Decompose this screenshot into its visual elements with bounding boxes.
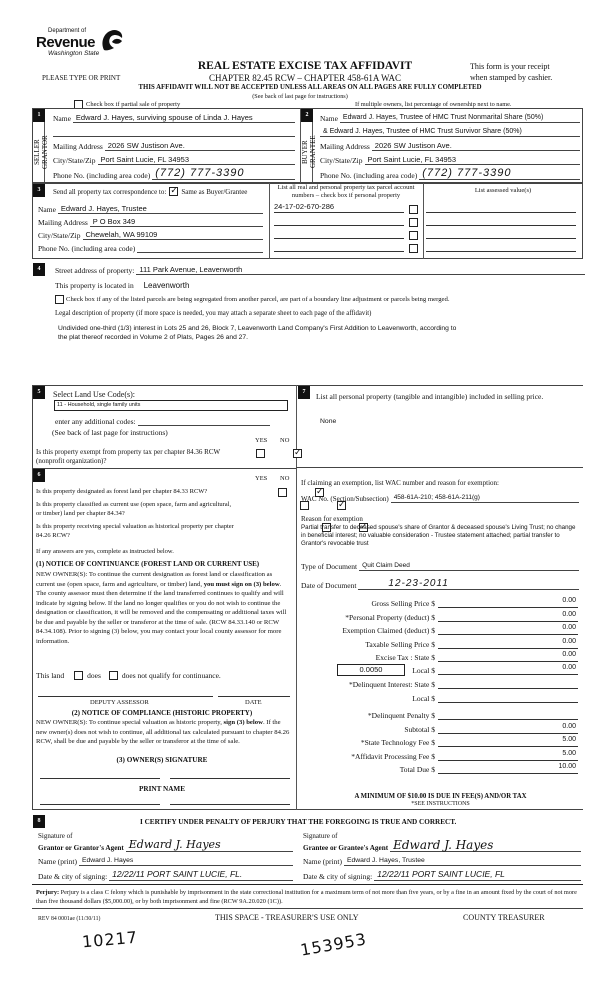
wac-field[interactable]: 458-61A-210; 458-61A-211(g) bbox=[391, 492, 579, 503]
taxable-selling-price-field[interactable]: 0.00 bbox=[438, 638, 578, 649]
gross-selling-price-field[interactable]: 0.00 bbox=[438, 597, 578, 608]
buyer-phone-row: Phone No. (including area code) (772) 777-3390 bbox=[320, 166, 580, 180]
print-name-line-1[interactable] bbox=[40, 804, 160, 805]
grantor-date-row: Date & city of signing: 12/22/11 PORT SAINT LUCIE, FL. bbox=[38, 868, 293, 881]
excise-local-field[interactable]: 0.00 bbox=[438, 664, 578, 675]
exempt-yes-checkbox[interactable] bbox=[256, 449, 265, 458]
land-use-code-select[interactable]: 11 - Household, single family units bbox=[54, 400, 288, 411]
owner-signature-title: (3) OWNER(S) SIGNATURE bbox=[116, 756, 208, 764]
tax-line-excise-local: Local $ 0.00 bbox=[412, 664, 576, 675]
seller-name-field[interactable]: Edward J. Hayes, surviving spouse of Linda J. Hayes bbox=[73, 112, 295, 123]
see-back-note: (See back of last page for instructions) bbox=[252, 93, 348, 100]
grantee-name-row: Name (print) Edward J. Hayes, Trustee bbox=[303, 855, 581, 866]
grantor-name-row: Name (print) Edward J. Hayes bbox=[38, 855, 293, 866]
exemption-claim-label: If claiming an exemption, list WAC number and reason for exemption: bbox=[301, 479, 499, 487]
reason-field[interactable]: Partial transfer to deceased spouse's share of Grantor & deceased spouse's Living Trust; no change in beneficial interest; no valuable consideration - Trustee statement attached; partial transfer to Grantor's revocable trust bbox=[301, 524, 576, 547]
same-as-buyer-checkbox[interactable] bbox=[169, 187, 178, 196]
segregated-option[interactable]: Check box if any of the listed parcels are being segregated from another parcel, are part of a boundary line adjustment or parcels being merged. bbox=[55, 295, 450, 304]
parcel-number-field[interactable] bbox=[274, 241, 404, 252]
print-name-title: PRINT NAME bbox=[139, 785, 185, 793]
handwritten-number-2: 153953 bbox=[298, 929, 369, 960]
grantor-sig-label-1: Signature of bbox=[38, 832, 73, 840]
grantee-name-field[interactable]: Edward J. Hayes, Trustee bbox=[344, 855, 581, 866]
parcels-header: List all real and personal property tax parcel account numbers – check box if personal property bbox=[277, 184, 415, 199]
grantor-date-field[interactable]: 12/22/11 PORT SAINT LUCIE, FL. bbox=[109, 868, 293, 881]
tax-line-gross: Gross Selling Price $ 0.00 bbox=[371, 597, 576, 608]
assessed-header: List assessed value(s) bbox=[474, 187, 532, 194]
delinquent-penalty-field[interactable] bbox=[438, 709, 578, 720]
assessor-date-line[interactable] bbox=[218, 696, 290, 697]
section-5-badge: 5 bbox=[33, 386, 45, 399]
personal-property-checkbox[interactable] bbox=[409, 205, 418, 214]
section-7-badge: 7 bbox=[298, 386, 310, 399]
tax-line-taxable: Taxable Selling Price $ 0.00 bbox=[365, 638, 576, 649]
corr-city-row: City/State/Zip Chewelah, WA 99109 bbox=[38, 229, 263, 240]
land-use-see-back: (See back of last page for instructions) bbox=[52, 428, 168, 437]
local-rate-field[interactable]: 0.0050 bbox=[337, 664, 405, 676]
corr-name-field[interactable]: Edward J. Hayes, Trustee bbox=[58, 203, 263, 214]
handwritten-number-1: 10217 bbox=[81, 927, 139, 952]
assessed-value-field[interactable] bbox=[426, 202, 576, 213]
if-yes-note: If any answers are yes, complete as instructed below. bbox=[36, 548, 174, 555]
grantee-date-field[interactable]: 12/22/11 PORT SAINT LUCIE, FL bbox=[374, 868, 581, 881]
form-title: REAL ESTATE EXCISE TAX AFFIDAVIT bbox=[197, 60, 413, 72]
notice-1-text: NEW OWNER(S): To continue the current designation as forest land or classification as current use (open space, farm and agriculture, or timber) land, you must sign on (3) below. The county assessor must then determine if the land transferred continues to qualify and will indicate by signing below. If the land no longer qualifies or you do not wish to continue the designation or classification, it will be removed and the compensating or additional taxes will be due and payable by the seller or transferor at the time of sale. (RCW 84.33.140 or RCW 84.34.108). Prior to signing (3) below, you may contact your local county assessor for more information. bbox=[36, 571, 287, 645]
corr-phone-row: Phone No. (including area code) bbox=[38, 242, 263, 253]
date-label: DATE bbox=[245, 699, 262, 706]
grantor-name-field[interactable]: Edward J. Hayes bbox=[79, 855, 293, 866]
excise-state-field[interactable]: 0.00 bbox=[438, 651, 578, 662]
receipt-note-1: This form is your receipt bbox=[470, 62, 550, 71]
does-not-qualify-checkbox[interactable] bbox=[109, 671, 118, 680]
yes-header: YES bbox=[255, 437, 268, 444]
buyer-mailing-field[interactable]: 2026 SW Justison Ave. bbox=[372, 140, 580, 151]
grantee-sig-label-1: Signature of bbox=[303, 832, 338, 840]
legal-description-line2[interactable]: the plat thereof recorded in Volume 2 of Plats, Pages 26 and 27. bbox=[58, 334, 248, 341]
affidavit-processing-fee-field[interactable]: 5.00 bbox=[438, 750, 578, 761]
parcel-number-field[interactable] bbox=[274, 215, 404, 226]
no-header: NO bbox=[280, 437, 290, 444]
divider bbox=[296, 467, 583, 468]
tax-line-total: Total Due $ 10.00 bbox=[399, 763, 576, 774]
personal-property-field[interactable]: None bbox=[320, 418, 337, 425]
parcel-row bbox=[274, 215, 580, 227]
state-technology-fee-field[interactable]: 5.00 bbox=[438, 736, 578, 747]
agency-line1: Department of bbox=[48, 28, 87, 34]
parcel-number-field[interactable] bbox=[274, 228, 404, 239]
send-correspondence-row: Send all property tax correspondence to: ✓ Same as Buyer/Grantee bbox=[53, 187, 247, 196]
buyer-mailing-row: Mailing Address 2026 SW Justison Ave. bbox=[320, 140, 580, 151]
corr-phone-field[interactable] bbox=[137, 242, 263, 253]
print-name-line-2[interactable] bbox=[170, 804, 290, 805]
forest-question-3: Is this property receiving special valuation as historical property per chapter 84.26 RCW? bbox=[36, 523, 234, 539]
personal-property-label: List all personal property (tangible and intangible) included in selling price. bbox=[316, 392, 544, 401]
parcel-row bbox=[274, 202, 580, 214]
receipt-note-2: when stamped by cashier. bbox=[470, 73, 553, 82]
assessed-value-field[interactable] bbox=[426, 215, 576, 226]
buyer-name-field-2[interactable]: & Edward J. Hayes, Trustee of HMC Trust Survivor Share (50%) bbox=[320, 126, 580, 137]
exempt-no-checkbox[interactable] bbox=[293, 449, 302, 458]
q1-yes-checkbox[interactable] bbox=[278, 488, 287, 497]
wac-row: WAC No. (Section/Subsection) 458-61A-210; 458-61A-211(g) bbox=[301, 492, 579, 503]
corr-mailing-row: Mailing Address P O Box 349 bbox=[38, 216, 263, 227]
no-header: NO bbox=[280, 475, 290, 482]
buyer-phone-field[interactable]: (772) 777-3390 bbox=[419, 166, 580, 180]
treasurer-use-label: THIS SPACE - TREASURER'S USE ONLY bbox=[215, 913, 359, 922]
county-treasurer-label: COUNTY TREASURER bbox=[463, 913, 545, 922]
grantor-signature-row: Grantor or Grantor's Agent Edward J. Hayes bbox=[38, 838, 293, 852]
assessed-value-field[interactable] bbox=[426, 228, 576, 239]
seller-mailing-field[interactable]: 2026 SW Justison Ave. bbox=[105, 140, 295, 151]
legal-description-label: Legal description of property (if more space is needed, you may attach a separate sheet to each page of the affidavit) bbox=[55, 310, 372, 317]
divider bbox=[32, 908, 583, 909]
seller-side-label: SELLER GRANTOR bbox=[33, 135, 49, 169]
street-address-row: Street address of property: 111 Park Avenue, Leavenworth bbox=[55, 264, 585, 275]
parcel-row bbox=[274, 241, 580, 253]
section-4-badge: 4 bbox=[33, 263, 45, 276]
personal-property-deduct-field[interactable]: 0.00 bbox=[438, 611, 578, 622]
land-use-label: Select Land Use Code(s): bbox=[53, 390, 135, 399]
partial-sale-label: Check box if partial sale of property bbox=[86, 101, 181, 108]
notice-1-title: (1) NOTICE OF CONTINUANCE (FOREST LAND OR CURRENT USE) bbox=[36, 560, 260, 568]
exempt-question: Is this property exempt from property tax per chapter 84.36 RCW (nonprofit organization)? bbox=[36, 448, 220, 465]
tax-line-delinq-int-state: *Delinquent Interest: State $ bbox=[283, 678, 578, 689]
subtotal-field[interactable]: 0.00 bbox=[438, 723, 578, 734]
seller-city-row: City/State/Zip Port Saint Lucie, FL 34953 bbox=[53, 154, 295, 165]
buyer-name-field[interactable]: Edward J. Hayes, Trustee of HMC Trust Nonmarital Share (50%) bbox=[340, 112, 580, 123]
buyer-city-row: City/State/Zip Port Saint Lucie, FL 34953 bbox=[320, 154, 580, 165]
seller-city-field[interactable]: Port Saint Lucie, FL 34953 bbox=[98, 154, 296, 165]
divider bbox=[32, 884, 583, 885]
notice-2-text: NEW OWNER(S): To continue special valuation as historic property, sign (3) below. If the new owner(s) does not wish to continue, all additional tax calculated pursuant to chapter 84.26 RCW, shall be due and payable by the seller or transferor at the time of sale. bbox=[36, 719, 290, 745]
located-in-row: This property is located in Leavenworth bbox=[55, 281, 190, 290]
section-1-badge: 1 bbox=[33, 109, 45, 122]
personal-property-checkbox[interactable] bbox=[409, 244, 418, 253]
tax-line-tech-fee: *State Technology Fee $ 5.00 bbox=[360, 736, 576, 747]
section-6-badge: 6 bbox=[33, 469, 45, 482]
does-qualify-checkbox[interactable] bbox=[74, 671, 83, 680]
grantee-signature-row: Grantee or Grantee's Agent Edward J. Hayes bbox=[303, 838, 581, 852]
assessed-value-field[interactable] bbox=[426, 241, 576, 252]
form-chapter: CHAPTER 82.45 RCW – CHAPTER 458-61A WAC bbox=[209, 73, 401, 83]
total-due-field[interactable]: 10.00 bbox=[438, 763, 578, 774]
exemption-claimed-field[interactable]: 0.00 bbox=[438, 624, 578, 635]
deputy-assessor-signature-line[interactable] bbox=[38, 696, 213, 697]
personal-property-checkbox[interactable] bbox=[409, 231, 418, 240]
delinquent-interest-local-field[interactable] bbox=[438, 692, 578, 703]
grantee-signature-field[interactable]: Edward J. Hayes bbox=[390, 838, 581, 852]
doc-date-row: Date of Document 12-23-2011 bbox=[301, 577, 579, 590]
seller-mailing-row: Mailing Address 2026 SW Justison Ave. bbox=[53, 140, 295, 151]
deputy-assessor-label: DEPUTY ASSESSOR bbox=[90, 699, 149, 706]
minimum-due-note: A MINIMUM OF $10.00 IS DUE IN FEE(S) AND/OR TAX bbox=[354, 793, 527, 800]
grantor-signature-field[interactable]: Edward J. Hayes bbox=[126, 838, 293, 852]
yes-header: YES bbox=[255, 475, 268, 482]
parcel-row bbox=[274, 228, 580, 240]
street-address-field[interactable]: 111 Park Avenue, Leavenworth bbox=[136, 264, 585, 275]
segregated-checkbox[interactable] bbox=[55, 295, 64, 304]
agency-logo bbox=[36, 28, 136, 64]
agency-line2: Revenue bbox=[36, 34, 96, 51]
additional-codes-row: enter any additional codes: bbox=[55, 415, 270, 426]
owner-signature-line-1[interactable] bbox=[40, 778, 160, 779]
tax-line-subtotal: Subtotal $ 0.00 bbox=[404, 723, 576, 734]
corr-city-field[interactable]: Chewelah, WA 99109 bbox=[83, 229, 264, 240]
section-8-badge: 8 bbox=[33, 815, 45, 828]
section-3-badge: 3 bbox=[33, 184, 45, 197]
buyer-name-row: Name Edward J. Hayes, Trustee of HMC Trust Nonmarital Share (50%) bbox=[320, 112, 580, 123]
seller-name-row: Name Edward J. Hayes, surviving spouse of Linda J. Hayes bbox=[53, 112, 295, 123]
corr-name-row: Name Edward J. Hayes, Trustee bbox=[38, 203, 263, 214]
reason-label: Reason for exemption bbox=[301, 515, 363, 523]
buyer-side-label: BUYER GRANTEE bbox=[301, 135, 317, 169]
doc-type-field[interactable]: Quit Claim Deed bbox=[359, 560, 579, 571]
parcel-number-field[interactable]: 24-17-02-670-286 bbox=[274, 202, 404, 213]
seller-name-field-2[interactable] bbox=[53, 126, 295, 137]
forest-question-2: Is this property classified as current use (open space, farm and agricultural, or timber) land per chapter 84.34? bbox=[36, 501, 232, 517]
print-instruction: PLEASE TYPE OR PRINT bbox=[42, 74, 121, 82]
legal-description-line1[interactable]: Undivided one-third (1/3) interest in Lots 25 and 26, Block 7, Leavenworth Land Company's First Addition to Leavenworth, according to bbox=[58, 325, 457, 332]
doc-date-field[interactable]: 12-23-2011 bbox=[358, 577, 579, 590]
agency-line3: Washington State bbox=[48, 50, 100, 57]
owner-signature-line-2[interactable] bbox=[170, 778, 290, 779]
corr-mailing-field[interactable]: P O Box 349 bbox=[90, 216, 263, 227]
divider bbox=[32, 468, 296, 469]
forest-question-1: Is this property designated as forest land per chapter 84.33 RCW? bbox=[36, 488, 208, 495]
perjury-notice: Perjury: Perjury is a class C felony which is punishable by imprisonment in the state correctional institution for a maximum term of not more than five years, or by a fine in an amount fixed by the court of not more than five thousand dollars ($5,000.00), or by both imprisonment and fine (RCW 9A.20.020 (1C)). bbox=[36, 889, 577, 905]
tax-line-affidavit-fee: *Affidavit Processing Fee $ 5.00 bbox=[351, 750, 576, 761]
tax-line-delinq-int-local: Local $ bbox=[283, 692, 578, 703]
seller-phone-row: Phone No. (including area code) (772) 777-3390 bbox=[53, 166, 295, 180]
seller-name-row-2 bbox=[53, 126, 295, 137]
tax-line-personal: *Personal Property (deduct) $ 0.00 bbox=[345, 611, 576, 622]
multiple-owners-note: If multiple owners, list percentage of ownership next to name. bbox=[355, 101, 512, 108]
continuance-row: This land does does not qualify for continuance. bbox=[36, 671, 221, 680]
buyer-name-row-2 bbox=[320, 126, 580, 137]
section-2-badge: 2 bbox=[301, 109, 313, 122]
certification-statement: I CERTIFY UNDER PENALTY OF PERJURY THAT THE FOREGOING IS TRUE AND CORRECT. bbox=[140, 818, 457, 826]
form-number: REV 84 0001ae (11/30/11) bbox=[38, 916, 101, 922]
dor-logo-icon bbox=[100, 28, 124, 54]
tax-line-exemption: Exemption Claimed (deduct) $ 0.00 bbox=[342, 624, 576, 635]
form-warning: THIS AFFIDAVIT WILL NOT BE ACCEPTED UNLESS ALL AREAS ON ALL PAGES ARE FULLY COMPLETED bbox=[138, 84, 482, 91]
tax-line-excise-state: Excise Tax : State $ 0.00 bbox=[375, 651, 576, 662]
additional-codes-field[interactable] bbox=[138, 415, 270, 426]
doc-type-row: Type of Document Quit Claim Deed bbox=[301, 560, 579, 571]
delinquent-interest-state-field[interactable] bbox=[438, 678, 578, 689]
grantee-date-row: Date & city of signing: 12/22/11 PORT SAINT LUCIE, FL bbox=[303, 868, 581, 881]
personal-property-checkbox[interactable] bbox=[409, 218, 418, 227]
seller-phone-field[interactable]: (772) 777-3390 bbox=[152, 166, 295, 180]
tax-line-delinq-penalty: *Delinquent Penalty $ bbox=[283, 709, 578, 720]
divider bbox=[269, 183, 270, 259]
buyer-city-field[interactable]: Port Saint Lucie, FL 34953 bbox=[365, 154, 581, 165]
notice-2-title: (2) NOTICE OF COMPLIANCE (HISTORIC PROPERTY) bbox=[71, 709, 253, 717]
located-in-field[interactable]: Leavenworth bbox=[143, 281, 190, 290]
see-instructions-note: *SEE INSTRUCTIONS bbox=[411, 801, 470, 807]
